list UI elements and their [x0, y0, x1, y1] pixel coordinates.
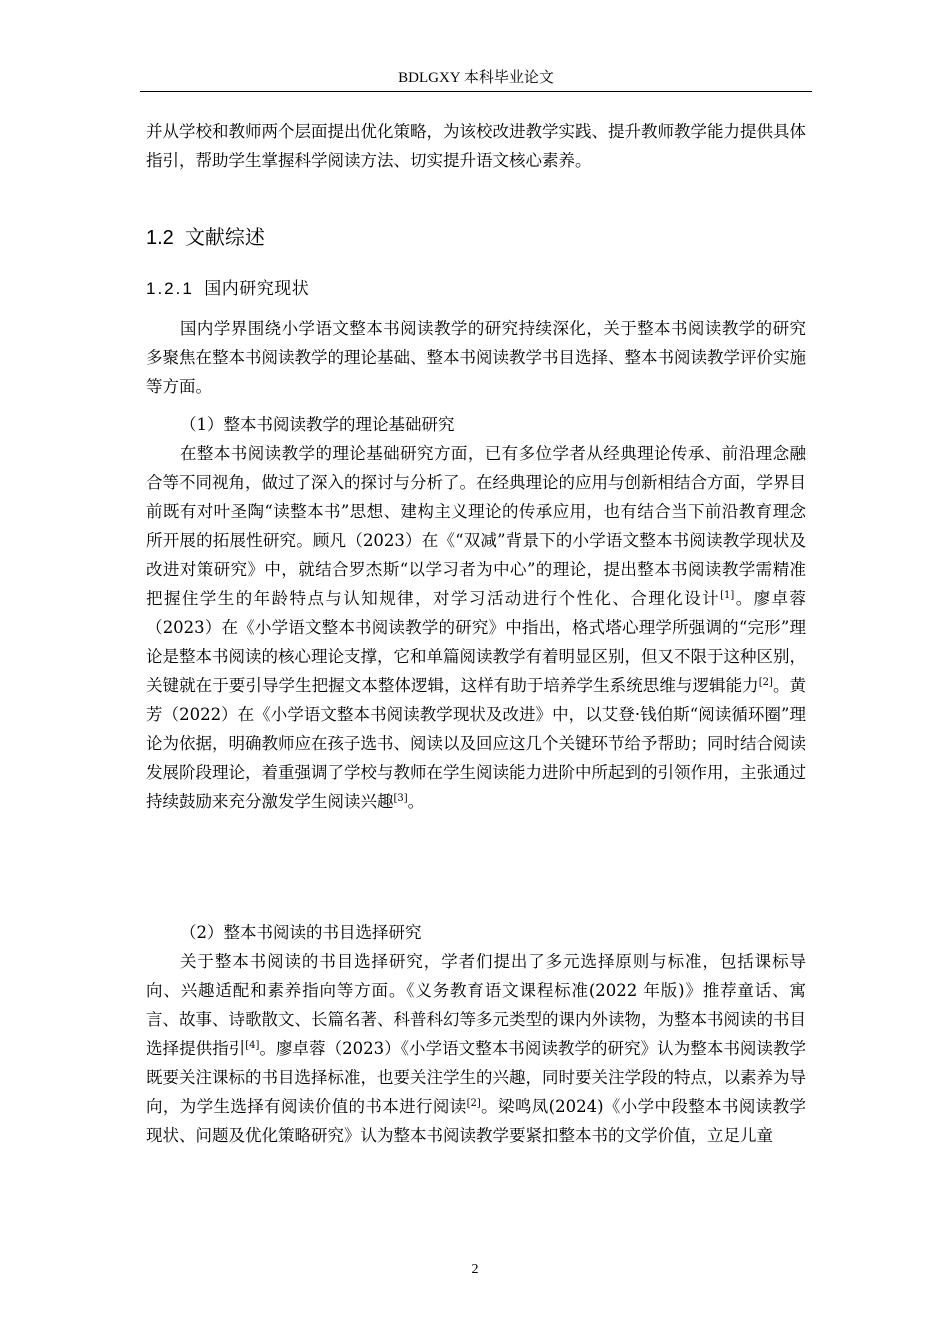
part2-text-c: 。梁鸣凤(2024)《小学中段整本书阅读教学现状、问题及优化策略研究》认为整本书阅读教学要紧扣整本书的文学价值，立足儿童 — [146, 1097, 807, 1145]
part2-text-a: 关于整本书阅读的书目选择研究，学者们提出了多元选择原则与标准，包括课标导向、兴趣适配和素养指向等方面。《义务教育语文课程标准(2022 年版)》推荐童话、寓言、故事、诗歌散文、长篇名著、科普科幻等多元类型的课内外读物，为整本书阅读的书目选择提供指引 — [146, 952, 806, 1058]
part1-text-a: 在整本书阅读教学的理论基础研究方面，已有多位学者从经典理论传承、前沿理念融合等不同视角，做过了深入的探讨与分析了。在经典理论的应用与创新相结合方面，学界目前既有对叶圣陶“读整本书”思想、建构主义理论的传承应用，也有结合当下前沿教育理念所开展的拓展性研究。顾凡（2023）在《“双减”背景下的小学语文整本书阅读教学现状及改进对策研究》中，就结合罗杰斯“以学习者为中心”的理论，提出整本书阅读教学需精准把握住学生的年龄特点与认知规律，对学习活动进行个性化、合理化设计 — [146, 444, 806, 608]
citation-4: [4] — [245, 1040, 260, 1051]
citation-3: [3] — [393, 793, 408, 804]
part2-paragraph — [146, 947, 806, 1150]
citation-1: [1] — [720, 590, 735, 601]
page-number: 2 — [471, 1262, 479, 1277]
section-heading — [146, 221, 265, 250]
citation-2: [2] — [758, 677, 773, 688]
part1-text-d: 。 — [407, 792, 425, 811]
section-number: 1.2 — [146, 227, 174, 249]
header-divider — [140, 91, 812, 92]
subsection-title: 国内研究现状 — [204, 279, 310, 298]
citation-2-repeat: [2] — [466, 1098, 481, 1109]
continued-paragraph: 并从学校和教师两个层面提出优化策略，为该校改进教学实践、提升教师教学能力提供具体指引，帮助学生掌握科学阅读方法、切实提升语文核心素养。 — [146, 122, 806, 170]
section-title: 文献综述 — [184, 227, 265, 249]
subsection-heading — [146, 274, 309, 299]
running-header: BDLGXY 本科毕业论文 — [398, 70, 554, 86]
part1-text-b: 。廖卓蓉（2023）在《小学语文整本书阅读教学的研究》中指出，格式塔心理学所强调的“完形”理论是整本书阅读的核心理论支撑，它和单篇阅读教学有着明显区别，但又不限于这种区别，关键就在于要引导学生把握文本整体逻辑，这样有助于培养学生系统思维与逻辑能力 — [146, 589, 807, 695]
subsection-number: 1.2.1 — [146, 279, 194, 298]
part1-heading: （1）整本书阅读教学的理论基础研究 — [180, 415, 455, 434]
part1-paragraph — [146, 439, 806, 816]
part2-text-b: 。廖卓蓉（2023）《小学语文整本书阅读教学的研究》认为整本书阅读教学既要关注课标的书目选择标准，也要关注学生的兴趣，同时要关注学段的特点，以素养为导向，为学生选择有阅读价值的书本进行阅读 — [146, 1039, 806, 1116]
part2-heading: （2）整本书阅读的书目选择研究 — [180, 923, 422, 942]
intro-paragraph: 国内学界围绕小学语文整本书阅读教学的研究持续深化，关于整本书阅读教学的研究多聚焦在整本书阅读教学的理论基础、整本书阅读教学书目选择、整本书阅读教学评价实施等方面。 — [146, 319, 806, 396]
part1-text-c: 。黄芳（2022）在《小学语文整本书阅读教学现状及改进》中，以艾登·钱伯斯“阅读循环圈”理论为依据，明确教师应在孩子选书、阅读以及回应这几个关键环节给予帮助；同时结合阅读发展阶段理论，着重强调了学校与教师在学生阅读能力进阶中所起到的引领作用，主张通过持续鼓励来充分激发学生阅读兴趣 — [146, 676, 807, 811]
